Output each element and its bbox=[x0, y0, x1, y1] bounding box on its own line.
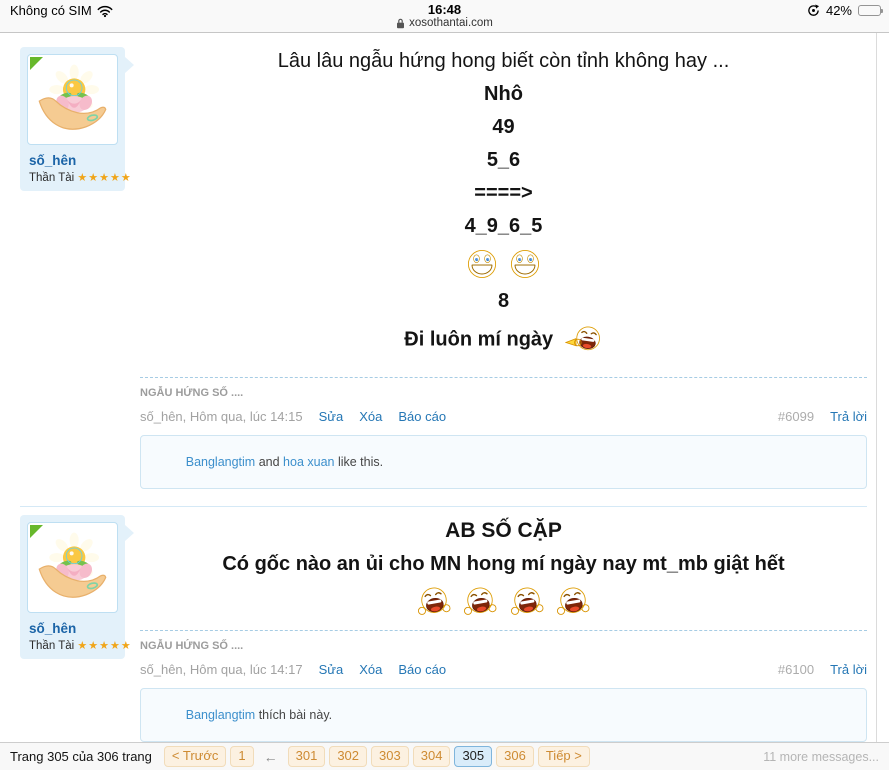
post-6099 bbox=[0, 33, 889, 489]
author-card bbox=[20, 47, 132, 191]
author-username-link[interactable]: số_hên bbox=[29, 153, 77, 168]
battery-icon bbox=[858, 5, 881, 16]
report-link[interactable]: Báo cáo bbox=[398, 662, 447, 677]
safari-status-bar bbox=[0, 0, 889, 33]
grin-emoji-icon bbox=[509, 248, 541, 280]
post-title-line: AB SỐ CẶP bbox=[445, 519, 562, 542]
post-line: 4_9_6_5 bbox=[464, 215, 543, 237]
rofl-emoji-icon bbox=[555, 586, 591, 618]
author-card bbox=[20, 515, 132, 659]
rofl-emoji-icon bbox=[416, 586, 452, 618]
rofl-emoji-icon bbox=[462, 586, 498, 618]
page-range-arrow[interactable]: ← bbox=[263, 748, 278, 765]
scrollbar[interactable] bbox=[876, 33, 877, 742]
post-line: 8 bbox=[497, 290, 510, 312]
avatar[interactable] bbox=[27, 54, 118, 145]
rank-stars-icon: ★★★★★ bbox=[77, 640, 132, 652]
post-byline: số_hên, Hôm qua, lúc 14:17 bbox=[140, 662, 303, 677]
post-line: 49 bbox=[492, 116, 515, 138]
bubble-arrow bbox=[125, 57, 134, 73]
more-messages-label: 11 more messages... bbox=[763, 749, 879, 764]
page-button-303[interactable]: 303 bbox=[371, 746, 409, 766]
thread-title-label: NGẪU HỨNG SỐ .... bbox=[140, 640, 244, 652]
likes-text: like this. bbox=[334, 455, 384, 469]
post-outro-line: Đi luôn mí ngày bbox=[404, 328, 554, 351]
page-summary-label: Trang 305 của 306 trang bbox=[10, 749, 152, 764]
page-button-302[interactable]: 302 bbox=[329, 746, 367, 766]
post-6100 bbox=[0, 507, 889, 742]
grin-emoji-icon bbox=[466, 248, 498, 280]
rotation-lock-icon bbox=[807, 4, 820, 17]
post-intro-line: Lâu lâu ngẫu hứng hong biết còn tỉnh không hay ... bbox=[277, 50, 730, 72]
likes-bar bbox=[140, 688, 867, 742]
clock: 16:48 bbox=[427, 2, 462, 17]
url-text: xosothantai.com bbox=[409, 17, 493, 29]
rofl-emoji-icon bbox=[509, 586, 545, 618]
post-byline: số_hên, Hôm qua, lúc 14:15 bbox=[140, 409, 303, 424]
pagination-bar bbox=[0, 742, 889, 770]
likes-text: thích bài này. bbox=[255, 708, 333, 722]
avatar[interactable] bbox=[27, 522, 118, 613]
reply-link[interactable]: Trả lời bbox=[830, 409, 867, 424]
prev-page-button[interactable]: < Trước bbox=[164, 746, 226, 766]
avatar-image-icon bbox=[31, 526, 114, 609]
battery-percent-label: 42% bbox=[825, 3, 852, 18]
thread-title-label: NGẪU HỨNG SỐ .... bbox=[140, 387, 244, 399]
post-line: Có gốc nào an ủi cho MN hong mí ngày nay mt_mb giật hết bbox=[222, 553, 785, 575]
rank-stars-icon: ★★★★★ bbox=[77, 172, 132, 184]
likes-text: and bbox=[255, 455, 284, 469]
liker-link[interactable]: Banglangtim bbox=[185, 708, 256, 722]
laugh-pointing-emoji-icon bbox=[565, 323, 603, 357]
post-body bbox=[140, 519, 867, 618]
report-link[interactable]: Báo cáo bbox=[398, 409, 447, 424]
post-line: 5_6 bbox=[486, 149, 521, 171]
author-rank-label: Thần Tài bbox=[29, 640, 75, 652]
edit-link[interactable]: Sửa bbox=[318, 409, 344, 424]
post-number-link[interactable]: #6100 bbox=[777, 662, 815, 677]
post-meta bbox=[140, 630, 867, 742]
online-corner-flag bbox=[30, 57, 43, 70]
page-button-306[interactable]: 306 bbox=[496, 746, 534, 766]
page-button-305-current[interactable]: 305 bbox=[454, 746, 492, 766]
reply-link[interactable]: Trả lời bbox=[830, 662, 867, 677]
post-number-link[interactable]: #6099 bbox=[777, 409, 815, 424]
avatar-image-icon bbox=[31, 58, 114, 141]
thread-page bbox=[0, 33, 889, 742]
padlock-icon bbox=[396, 18, 405, 29]
page-button-304[interactable]: 304 bbox=[413, 746, 451, 766]
edit-link[interactable]: Sửa bbox=[318, 662, 344, 677]
author-rank-label: Thần Tài bbox=[29, 172, 75, 184]
address-bar[interactable] bbox=[0, 17, 889, 29]
bubble-arrow bbox=[125, 525, 134, 541]
page-button-301[interactable]: 301 bbox=[288, 746, 326, 766]
carrier-label: Không có SIM bbox=[10, 3, 92, 18]
likes-bar bbox=[140, 435, 867, 489]
delete-link[interactable]: Xóa bbox=[359, 409, 383, 424]
liker-link[interactable]: hoa xuan bbox=[283, 455, 335, 469]
liker-link[interactable]: Banglangtim bbox=[185, 455, 256, 469]
next-page-button[interactable]: Tiếp > bbox=[538, 746, 590, 766]
delete-link[interactable]: Xóa bbox=[359, 662, 383, 677]
post-line: ====> bbox=[474, 182, 533, 204]
post-line: Nhô bbox=[484, 83, 523, 105]
online-corner-flag bbox=[30, 525, 43, 538]
post-meta bbox=[140, 377, 867, 489]
page-button-1[interactable]: 1 bbox=[230, 746, 253, 766]
post-body bbox=[140, 50, 867, 357]
author-username-link[interactable]: số_hên bbox=[29, 621, 77, 636]
